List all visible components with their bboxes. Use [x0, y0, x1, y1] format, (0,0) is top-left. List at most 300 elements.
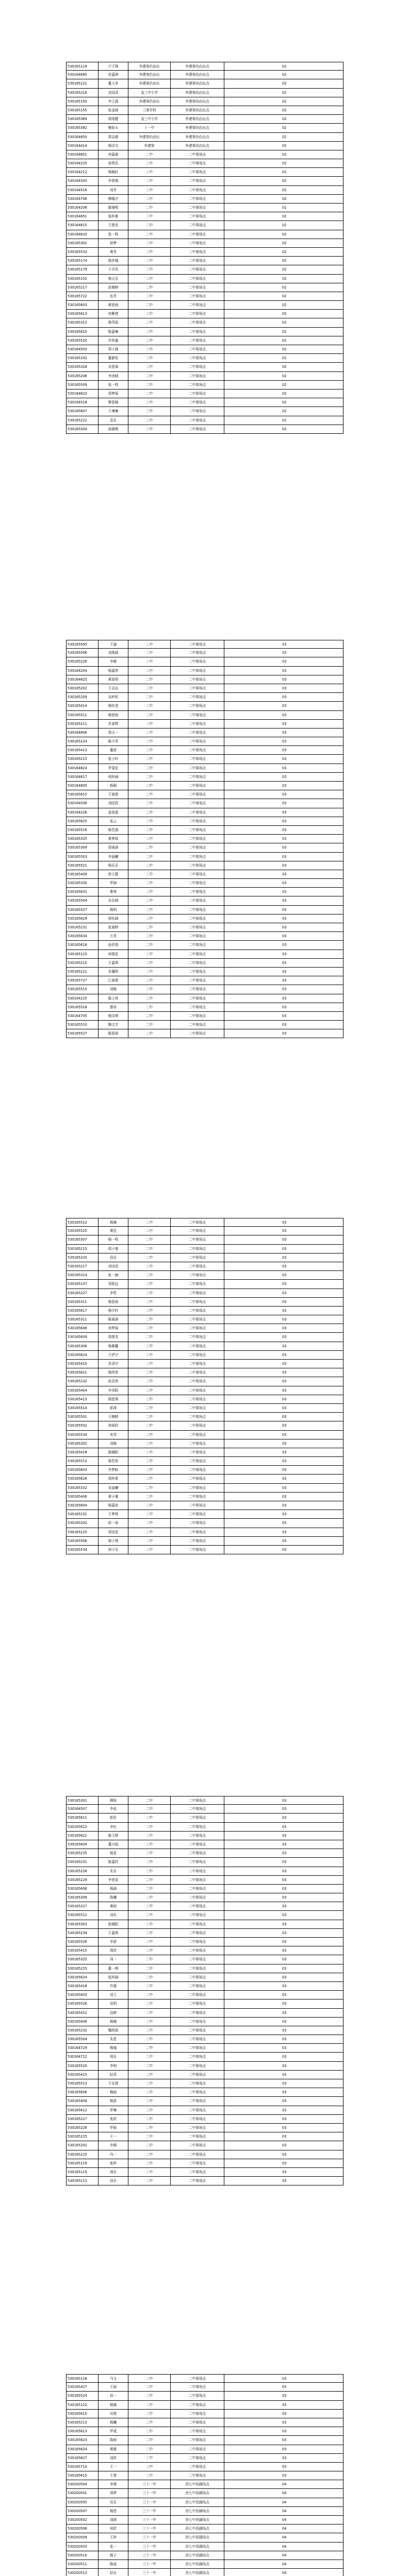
- room-cell: 02: [282, 303, 287, 308]
- student-name-cell: 杨颖: [99, 782, 128, 790]
- school-cell: 二中: [128, 1546, 171, 1554]
- table-row: [66, 1938, 343, 1946]
- exam-site-cell: 二中第场点: [171, 1218, 224, 1226]
- student-name-cell: 周佳怡: [99, 1528, 128, 1536]
- table-row: [66, 425, 343, 434]
- table-row: [66, 1929, 343, 1938]
- school-cell: 二中: [128, 1858, 171, 1866]
- student-name-cell: 冯一: [99, 2150, 128, 2159]
- table-row: [66, 1351, 343, 1360]
- school-cell: 二中: [128, 2035, 171, 2043]
- student-name-cell: 杨雅馨: [99, 1342, 128, 1350]
- student-id-cell: 530165232: [67, 2026, 99, 2035]
- student-id-cell: 530164706: [67, 195, 99, 203]
- exam-site-cell: 二中第场点: [171, 667, 224, 675]
- school-cell: 二中: [128, 950, 171, 958]
- exam-site-cell: 西七中西湖场点: [171, 2524, 224, 2533]
- exam-site-cell: 二中第场点: [171, 221, 224, 229]
- student-name-cell: 黄雅: [99, 2445, 128, 2453]
- exam-site-cell: 二中第场点: [171, 1893, 224, 1902]
- room-cell: 02: [282, 329, 287, 334]
- room-cell: 03: [282, 2464, 287, 2469]
- student-name-cell: 吴梓恒: [99, 693, 128, 701]
- exam-site-cell: 二中第场点: [171, 1964, 224, 1973]
- student-name-cell: 卢王锋: [99, 62, 128, 70]
- exam-site-cell: 二中第场点: [171, 230, 224, 239]
- table-row: [66, 2516, 343, 2524]
- exam-site-cell: 二中第场点: [171, 1902, 224, 1910]
- table-row: [66, 283, 343, 292]
- table-row: [66, 142, 343, 150]
- school-cell: 二中: [128, 159, 171, 167]
- table-row: [66, 1413, 343, 1421]
- exam-site-cell: 二中第场点: [171, 737, 224, 745]
- student-id-cell: 530165216: [67, 89, 99, 97]
- school-cell: 二中: [128, 843, 171, 852]
- document-page: [0, 0, 409, 578]
- school-cell: 二中: [128, 1814, 171, 1822]
- exam-site-cell: 二中第场点: [171, 1510, 224, 1518]
- table-row: [66, 2543, 343, 2551]
- room-cell: 02: [282, 365, 287, 369]
- room-cell: 03: [282, 792, 287, 797]
- student-id-cell: 530165533: [67, 248, 99, 256]
- exam-site-cell: 二中第场点: [171, 1528, 224, 1536]
- table-row: [66, 2097, 343, 2106]
- school-cell: 三十一中: [128, 2543, 171, 2551]
- table-row: [66, 1982, 343, 1991]
- student-name-cell: 陈小雪: [99, 737, 128, 745]
- student-id-cell: 530164806: [67, 728, 99, 737]
- student-id-cell: 530165406: [67, 2018, 99, 2026]
- student-name-cell: 罗琳: [99, 2106, 128, 2114]
- student-id-cell: 530164601: [67, 150, 99, 159]
- student-name-cell: 杨欣然: [99, 1368, 128, 1377]
- school-cell: 二中: [128, 257, 171, 265]
- exam-site-cell: 二中第场点: [171, 879, 224, 887]
- student-name-cell: 李之源: [99, 97, 128, 106]
- exam-site-cell: 二中第场点: [171, 2436, 224, 2444]
- student-name-cell: 李晓: [99, 2141, 128, 2149]
- room-cell: 02: [282, 90, 287, 95]
- student-id-cell: 530165505: [67, 640, 99, 648]
- exam-site-cell: 二中第场点: [171, 2062, 224, 2070]
- school-cell: 二中: [128, 1012, 171, 1020]
- school-cell: 二中: [128, 2159, 171, 2167]
- exam-site-cell: 二中第场点: [171, 1955, 224, 1963]
- room-cell: 02: [282, 161, 287, 166]
- room-cell: 03: [282, 774, 287, 779]
- school-cell: 二中: [128, 2471, 171, 2480]
- school-cell: 二中: [128, 372, 171, 380]
- student-name-cell: 彭涛: [99, 1404, 128, 1412]
- student-name-cell: 何俊辰: [99, 950, 128, 958]
- school-cell: 二中: [128, 861, 171, 870]
- student-name-cell: 王俊杰: [99, 221, 128, 229]
- exam-site-cell: 二中第场点: [171, 976, 224, 985]
- school-cell: 二中: [128, 755, 171, 763]
- school-cell: 二中: [128, 1235, 171, 1244]
- student-name-cell: 赵菲: [99, 2071, 128, 2079]
- exam-site-cell: 二中第场点: [171, 2401, 224, 2409]
- room-cell: 03: [282, 907, 287, 912]
- table-row: [66, 2498, 343, 2507]
- table-row: [66, 97, 343, 106]
- student-name-cell: 赵婉婷: [99, 283, 128, 292]
- exam-site-cell: 二中第场点: [171, 1003, 224, 1011]
- school-cell: 二中: [128, 1021, 171, 1029]
- student-name-cell: 李延: [99, 1805, 128, 1813]
- student-id-cell: 530165603: [67, 301, 99, 309]
- table-row: [66, 2159, 343, 2168]
- student-id-cell: 530164651: [67, 212, 99, 221]
- room-cell: 03: [282, 1362, 287, 1366]
- student-name-cell: 杨涵: [99, 1885, 128, 1893]
- exam-site-cell: 外建第仍由出点: [171, 71, 224, 79]
- table-row: [66, 2533, 343, 2542]
- room-cell: 03: [282, 1799, 287, 1803]
- school-cell: 二中: [128, 799, 171, 807]
- student-name-cell: 王嘉琪: [99, 1929, 128, 1937]
- table-row: [66, 1360, 343, 1368]
- student-id-cell: 530164705: [67, 1012, 99, 1020]
- room-cell: 03: [282, 2143, 287, 2148]
- school-cell: 二中: [128, 2375, 171, 2382]
- student-id-cell: 530165330: [67, 879, 99, 887]
- student-id-cell: 530165524: [67, 2392, 99, 2400]
- room-cell: 03: [282, 2161, 287, 2165]
- student-id-cell: 530165119: [67, 2168, 99, 2176]
- room-cell: 03: [282, 2402, 287, 2407]
- school-cell: 二中: [128, 1395, 171, 1403]
- exam-site-cell: 西七中西湖场点: [171, 2560, 224, 2568]
- student-name-cell: 黄子墨: [99, 1493, 128, 1501]
- school-cell: 二中: [128, 1893, 171, 1902]
- room-cell: 03: [282, 1221, 287, 1225]
- room-cell: 03: [282, 1423, 287, 1428]
- student-id-cell: 530165404: [67, 1386, 99, 1395]
- school-cell: 二中: [128, 1999, 171, 2008]
- room-cell: 03: [282, 1851, 287, 1856]
- school-cell: 二中: [128, 265, 171, 274]
- school-cell: 二中: [128, 932, 171, 940]
- student-name-cell: 罗成: [99, 2427, 128, 2435]
- school-cell: 二中: [128, 1964, 171, 1973]
- student-name-cell: 张梓: [99, 2159, 128, 2167]
- exam-site-cell: 二中第场点: [171, 1519, 224, 1527]
- exam-site-cell: 外建第仍由出点: [171, 124, 224, 132]
- room-cell: 03: [282, 1966, 287, 1971]
- exam-site-cell: 二中第场点: [171, 381, 224, 389]
- document-page: [0, 2312, 409, 2576]
- student-id-cell: 530165225: [67, 2132, 99, 2141]
- table-row: [66, 2053, 343, 2061]
- student-id-cell: 530165410: [67, 1360, 99, 1368]
- exam-site-cell: 二中第场点: [171, 336, 224, 345]
- student-id-cell: 530165510: [67, 1021, 99, 1029]
- school-cell: 二中: [128, 212, 171, 221]
- room-cell: 03: [282, 890, 287, 894]
- student-id-cell: 530164518: [67, 398, 99, 406]
- student-id-cell: 530164508: [67, 799, 99, 807]
- exam-site-cell: 二中第场点: [171, 1324, 224, 1332]
- student-name-cell: 杨诗文: [99, 142, 128, 150]
- exam-site-cell: 二中第场点: [171, 1911, 224, 1919]
- room-cell: 02: [282, 206, 287, 210]
- table-row: [66, 1029, 343, 1038]
- table-row: [66, 1475, 343, 1483]
- student-name-cell: 董一萌: [99, 1964, 128, 1973]
- school-cell: 二中: [128, 1386, 171, 1395]
- exam-site-cell: 二中第场点: [171, 1395, 224, 1403]
- table-row: [66, 2569, 343, 2576]
- school-cell: 二中: [128, 1973, 171, 1981]
- student-id-cell: 530165369: [67, 115, 99, 123]
- table-row: [66, 2374, 343, 2383]
- school-cell: 外建第仍由出: [128, 97, 171, 106]
- exam-site-cell: 二中第场点: [171, 2079, 224, 2088]
- exam-site-cell: 二中第场点: [171, 826, 224, 834]
- table-row: [66, 2177, 343, 2185]
- student-name-cell: 陈嘉欣: [99, 1858, 128, 1866]
- exam-site-cell: 二中第场点: [171, 2392, 224, 2400]
- table-row: [66, 2018, 343, 2026]
- student-id-cell: 530165618: [67, 941, 99, 949]
- room-cell: 03: [282, 1023, 287, 1027]
- exam-site-cell: 二中第场点: [171, 2471, 224, 2480]
- exam-site-cell: 二中第场点: [171, 888, 224, 896]
- student-id-cell: 530165503: [67, 853, 99, 861]
- school-cell: 二中: [128, 381, 171, 389]
- school-cell: 二中: [128, 1885, 171, 1893]
- school-cell: 二中: [128, 2418, 171, 2427]
- student-name-cell: 陈子昂: [99, 994, 128, 1003]
- room-cell: 03: [282, 1816, 287, 1820]
- student-id-cell: 530165427: [67, 2383, 99, 2391]
- student-name-cell: 孙婷: [99, 2009, 128, 2017]
- room-cell: 04: [282, 2544, 287, 2549]
- exam-site-cell: 二中第场点: [171, 2018, 224, 2026]
- exam-site-cell: 二中第场点: [171, 657, 224, 666]
- student-id-cell: 530165332: [67, 354, 99, 362]
- school-cell: 二中: [128, 923, 171, 931]
- exam-site-cell: 二中第场点: [171, 2044, 224, 2052]
- exam-site-cell: 二中第场点: [171, 843, 224, 852]
- student-name-cell: 张欣: [99, 2115, 128, 2123]
- school-cell: 二中: [128, 283, 171, 292]
- student-name-cell: 何紫萱: [99, 310, 128, 318]
- student-id-cell: 530164617: [67, 773, 99, 781]
- table-row: [66, 1253, 343, 1262]
- exam-site-cell: 二中第场点: [171, 2026, 224, 2035]
- room-cell: 03: [282, 863, 287, 868]
- student-name-cell: 罗雯佳: [99, 764, 128, 772]
- student-id-cell: 530165217: [67, 283, 99, 292]
- exam-site-cell: 二中第场点: [171, 318, 224, 327]
- student-id-cell: 530165314: [67, 1271, 99, 1279]
- room-cell: 03: [282, 668, 287, 673]
- exam-site-cell: 二中第场点: [171, 2168, 224, 2176]
- student-name-cell: 杨晓: [99, 2018, 128, 2026]
- exam-site-cell: 二中第场点: [171, 265, 224, 274]
- room-cell: 03: [282, 1308, 287, 1313]
- student-name-cell: 周天一: [99, 728, 128, 737]
- student-name-cell: 周雨涵: [99, 843, 128, 852]
- student-id-cell: 530165506: [67, 1537, 99, 1545]
- school-cell: 二中: [128, 1271, 171, 1279]
- student-name-cell: 杨思: [99, 2507, 128, 2515]
- room-cell: 03: [282, 2429, 287, 2434]
- table-row: [66, 1012, 343, 1021]
- student-id-cell: 530165609: [67, 1333, 99, 1341]
- student-name-cell: 何嘉豪: [99, 150, 128, 159]
- exam-site-cell: 二中第场点: [171, 790, 224, 799]
- student-name-cell: 朱乐: [99, 1867, 128, 1875]
- student-name-cell: 吴俊: [99, 2410, 128, 2418]
- school-cell: 二中: [128, 906, 171, 914]
- table-row: [66, 124, 343, 132]
- student-id-cell: 530165227: [67, 2115, 99, 2123]
- school-cell: 二中: [128, 1920, 171, 1928]
- room-cell: 02: [282, 64, 287, 69]
- table-row: [66, 2410, 343, 2418]
- school-cell: 二中: [128, 1298, 171, 1306]
- table-row: [66, 275, 343, 283]
- table-row: [66, 1510, 343, 1519]
- room-cell: 03: [282, 2455, 287, 2460]
- student-id-cell: 530165231: [67, 923, 99, 931]
- student-id-cell: 530165227: [67, 1289, 99, 1297]
- student-name-cell: 黄思雨: [99, 301, 128, 309]
- student-id-cell: 530165610: [67, 328, 99, 336]
- school-cell: 二中: [128, 853, 171, 861]
- room-cell: 02: [282, 312, 287, 316]
- student-name-cell: 张雨婷: [99, 923, 128, 931]
- school-cell: 三十一中: [128, 2507, 171, 2515]
- school-cell: 二中: [128, 168, 171, 176]
- student-id-cell: 530165617: [67, 1307, 99, 1315]
- student-name-cell: 刘畅: [99, 1439, 128, 1448]
- exam-site-cell: 二中第场点: [171, 1982, 224, 1990]
- student-name-cell: 周梦: [99, 2489, 128, 2497]
- school-cell: 二中: [128, 888, 171, 896]
- table-row: [66, 2454, 343, 2463]
- table-row: [66, 1003, 343, 1012]
- school-cell: 二中: [128, 292, 171, 300]
- table-row: [66, 398, 343, 407]
- exam-site-cell: 二中第场点: [171, 1289, 224, 1297]
- table-row: [66, 1315, 343, 1324]
- student-name-cell: 张云: [99, 817, 128, 825]
- room-cell: 02: [282, 99, 287, 104]
- school-cell: 二中: [128, 2401, 171, 2409]
- room-cell: 03: [282, 1824, 287, 1829]
- room-cell: 02: [282, 179, 287, 183]
- student-id-cell: 530165309: [67, 843, 99, 852]
- table-row: [66, 1404, 343, 1413]
- room-cell: 03: [282, 1013, 287, 1018]
- student-name-cell: 张一涵: [99, 1271, 128, 1279]
- student-name-cell: 彭伦: [99, 1814, 128, 1822]
- room-cell: 04: [282, 2509, 287, 2513]
- table-row: [66, 1271, 343, 1280]
- student-name-cell: 罗雨: [99, 2124, 128, 2132]
- school-cell: 二中: [128, 1475, 171, 1483]
- school-cell: 二中: [128, 1946, 171, 1955]
- school-cell: 二中: [128, 2150, 171, 2159]
- exam-site-cell: 二中第场点: [171, 2124, 224, 2132]
- student-name-cell: 陈雨涵: [99, 1315, 128, 1324]
- student-name-cell: 王宇浩: [99, 265, 128, 274]
- exam-site-cell: 二中第场点: [171, 2445, 224, 2453]
- table-row: [66, 186, 343, 195]
- school-cell: 二中: [128, 336, 171, 345]
- student-id-cell: 530165621: [67, 1832, 99, 1840]
- student-name-cell: 周梓萱: [99, 1475, 128, 1483]
- room-cell: 02: [282, 134, 287, 139]
- room-cell: 02: [282, 108, 287, 112]
- school-cell: 二中: [128, 1421, 171, 1430]
- exam-site-cell: 二中第场点: [171, 1439, 224, 1448]
- room-cell: 03: [282, 1229, 287, 1233]
- room-cell: 03: [282, 916, 287, 921]
- exam-site-cell: 二中第场点: [171, 1999, 224, 2008]
- room-cell: 03: [282, 2019, 287, 2024]
- school-cell: 二中: [128, 301, 171, 309]
- school-cell: 二中: [128, 1457, 171, 1465]
- table-row: [66, 773, 343, 782]
- student-name-cell: 赵浩然: [99, 1377, 128, 1385]
- table-row: [66, 1218, 343, 1227]
- table-row: [66, 782, 343, 790]
- school-cell: 外建第仍由出: [128, 79, 171, 88]
- exam-site-cell: 二中第场点: [171, 2009, 224, 2017]
- school-cell: 二中: [128, 1840, 171, 1849]
- exam-site-cell: 二中第场点: [171, 2177, 224, 2185]
- room-cell: 02: [282, 143, 287, 148]
- table-row: [66, 728, 343, 737]
- table-row: [66, 1280, 343, 1289]
- school-cell: 二中: [128, 2132, 171, 2141]
- table-row: [66, 2009, 343, 2018]
- school-cell: 二中: [128, 1307, 171, 1315]
- table-row: [66, 381, 343, 389]
- room-cell: 03: [282, 642, 287, 647]
- school-cell: 二中: [128, 416, 171, 425]
- room-cell: 03: [282, 1984, 287, 1988]
- room-cell: 03: [282, 2134, 287, 2139]
- room-cell: 03: [282, 2438, 287, 2443]
- exam-site-cell: 二中第场点: [171, 1546, 224, 1554]
- room-cell: 04: [282, 2491, 287, 2496]
- room-cell: 03: [282, 1282, 287, 1286]
- table-row: [66, 657, 343, 666]
- school-cell: 二中: [128, 2071, 171, 2079]
- student-name-cell: 吴思睿: [99, 363, 128, 371]
- school-cell: 二中: [128, 1902, 171, 1910]
- exam-site-cell: 二中第场点: [171, 773, 224, 781]
- room-cell: 03: [282, 1993, 287, 1997]
- school-cell: 二中: [128, 826, 171, 834]
- room-cell: 03: [282, 2090, 287, 2095]
- room-cell: 03: [282, 899, 287, 903]
- student-id-cell: 530164225: [67, 994, 99, 1003]
- room-cell: 03: [282, 2394, 287, 2398]
- table-row: [66, 106, 343, 115]
- room-cell: 03: [282, 1352, 287, 1357]
- table-row: [66, 195, 343, 204]
- student-name-cell: 陈嘉琳: [99, 328, 128, 336]
